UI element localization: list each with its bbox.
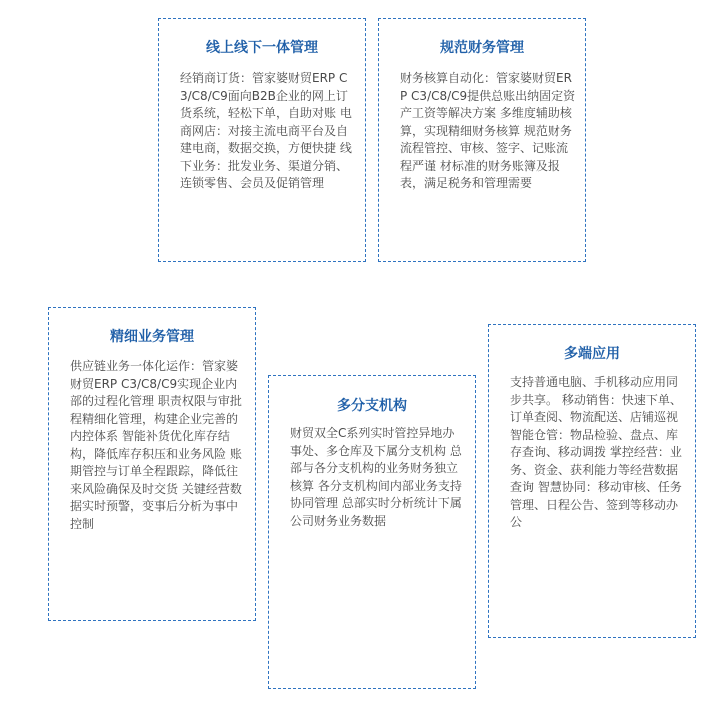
card-description: 支持普通电脑、手机移动应用同步共享。 移动销售：快速下单、订单查阅、物流配送、店铺巡视 智能仓管：物品检验、盘点、库存查询、移动调拨 掌控经营：业务、资金、获利能力等经营数据查询 智慧协同：移动审核、任务管理、日程公告、签到等移动办公 [510,375,682,529]
card-multi-branch [268,375,476,689]
card-finance-management [378,18,586,262]
card-title: 多端应用 [564,346,620,362]
card-online-offline [158,18,366,262]
card-description: 财务核算自动化：管家婆财贸ERP C3/C8/C9提供总账出纳固定资产工资等解决方案 多维度辅助核算，实现精细财务核算 规范财务流程管控、审核、签字、记账流程严谨 材标准的财务账簿及报表，满足税务和管理需要 [400,71,576,190]
card-title: 线上线下一体管理 [206,40,318,56]
card-business-management [48,307,256,621]
card-title: 精细业务管理 [110,329,194,345]
card-description: 经销商订货：管家婆财贸ERP C3/C8/C9面向B2B企业的网上订货系统，轻松下单，自助对账 电商网店：对接主流电商平台及自建电商，数据交换，方便快捷 线下业务：批发业务、渠道分销、连锁零售、会员及促销管理 [180,71,352,190]
card-description: 供应链业务一体化运作：管家婆财贸ERP C3/C8/C9实现企业内部的过程化管理 职责权限与审批程精细化管理，构建企业完善的内控体系 智能补货优化库存结构，降低库存积压和业务风险 账期管控与订单全程跟踪，降低往来风险确保及时交货 关键经营数据实时预警，变事后分析为事中控制 [70,359,242,531]
card-title: 多分支机构 [337,398,407,414]
card-title: 规范财务管理 [440,40,524,56]
card-multi-platform [488,324,696,638]
card-description: 财贸双全C系列实时管控异地办事处、多仓库及下属分支机构 总部与各分支机构的业务财务独立核算 各分支机构间内部业务支持协同管理 总部实时分析统计下属公司财务业务数据 [290,426,462,528]
